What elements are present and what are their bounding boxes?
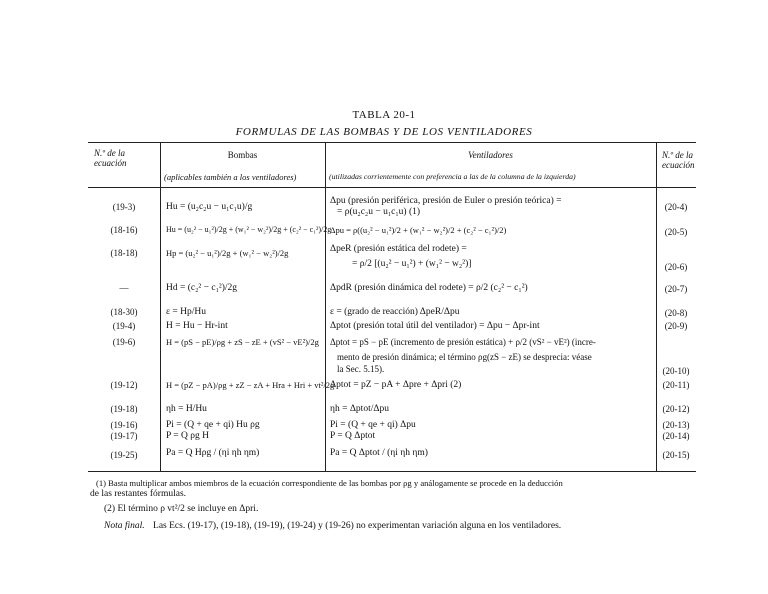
eq-right-cell: (20-15) [662, 450, 690, 460]
eq-left-cell: (18-30) [110, 307, 138, 317]
eq-right-cell: (20-12) [662, 404, 690, 414]
vent-formula: Δptot = pZ − pA + Δpre + Δpri (2) [330, 380, 462, 390]
bomba-formula: ε = Hp/Hu [166, 307, 206, 317]
header-eq-left-2: ecuación [94, 158, 127, 168]
eq-left-cell: (19-18) [110, 404, 138, 414]
vent-formula: Pi = (Q + qe + qi) Δpu [330, 420, 416, 430]
vent-formula: mento de presión dinámica; el término ρg(zS − zE) se desprecia: véase [337, 352, 592, 362]
vent-formula: Δptot (presión total útil del ventilador) = Δpu − Δpr-int [330, 321, 540, 331]
bomba-formula: Hd = (c₂² − c₁²)/2g [166, 283, 238, 293]
bomba-formula: Hp = (u₂² − u₁²)/2g + (w₁² − w₂²)/2g [166, 248, 289, 258]
table-header-rule [88, 187, 696, 188]
header-ventiladores-sub: (utilizadas corrientemente con preferencia a las de la columna de la izquierda) [329, 172, 576, 181]
eq-right-cell: (20-11) [662, 380, 690, 390]
table-title: TABLA 20-1 [352, 109, 416, 121]
eq-right-cell: (20-4) [664, 202, 688, 212]
vent-formula: Pa = Q Δptot / (ηi ηh ηm) [330, 448, 428, 458]
table-subtitle: FORMULAS DE LAS BOMBAS Y DE LOS VENTILADORES [235, 126, 533, 138]
eq-left-cell: (19-12) [110, 380, 138, 390]
vent-formula: = ρ(u₂c₂u − u₁c₁u) (1) [337, 207, 421, 217]
eq-right-cell: (20-9) [664, 321, 688, 331]
final-note [104, 521, 561, 531]
eq-right-cell: (20-10) [662, 366, 690, 376]
vent-formula: la Sec. 5.15). [337, 364, 385, 374]
footnote-1-continued: de las restantes fórmulas. [90, 489, 187, 499]
bomba-formula: ηh = H/Hu [166, 404, 207, 414]
bomba-formula: Pa = Q Hρg / (ηi ηh ηm) [166, 448, 260, 458]
final-note-text: Las Ecs. (19-17), (19-18), (19-19), (19-24) y (19-26) no experimentan variación alguna en los ventiladores. [153, 521, 562, 531]
bomba-formula: Hu = (u₂² − u₁²)/2g + (w₁² − w₂²)/2g + (c₂² − c₁²)/2g [166, 225, 332, 234]
vent-formula: = ρ/2 [(u₂² − u₁²) + (w₁² − w₂²)] [352, 259, 472, 269]
vent-formula: Δpu = ρ((u₂² − u₁²)/2 + (w₁² − w₂²)/2 + (c₂² − c₁²)/2) [330, 225, 507, 235]
eq-left-cell: (19-6) [112, 337, 136, 347]
footnote-1: (1) Basta multiplicar ambos miembros de la ecuación correspondiente de las bombas por ρg y análogamente se procede en la deducción [96, 478, 563, 488]
bomba-formula: Hu = (u₂c₂u − u₁c₁u)/g [166, 202, 253, 212]
header-eq-left-1: N.º de la [94, 148, 126, 158]
eq-left-cell: (18-16) [110, 225, 138, 235]
vent-formula: ΔpeR (presión estática del rodete) = [330, 244, 467, 254]
vent-formula: Δptot = pS − pE (incremento de presión estática) + ρ/2 (vS² − vE²) (incre- [330, 337, 596, 347]
vent-formula: ε = (grado de reacción) ΔpeR/Δpu [330, 307, 460, 317]
eq-left-cell: (18-18) [110, 248, 138, 258]
bomba-formula: H = (pZ − pA)/ρg + zZ − zA + Hra + Hri + vt²/2g [166, 380, 335, 390]
header-bombas: Bombas [227, 150, 258, 160]
eq-left-cell: (19-3) [112, 202, 136, 212]
eq-right-cell: (20-8) [664, 308, 688, 318]
header-bombas-sub: (aplicables también a los ventiladores) [164, 172, 297, 182]
column-divider-2 [325, 142, 326, 471]
bomba-formula: H = (pS − pE)/ρg + zS − zE + (vS² − vE²)/2g [166, 337, 319, 347]
vent-formula: Δpu (presión periférica, presión de Euler o presión teórica) = [330, 196, 562, 206]
table-bottom-rule [88, 471, 696, 472]
table-top-rule [88, 142, 696, 143]
eq-left-cell: — [119, 283, 129, 293]
final-note-label: Nota final. [104, 521, 145, 531]
eq-right-cell: (20-13) [662, 420, 690, 430]
header-ventiladores: Ventiladores [468, 150, 513, 160]
eq-right-cell: (20-14) [662, 431, 690, 441]
column-divider-1 [160, 142, 161, 471]
footnote-2: (2) El término ρ vt²/2 se incluye en Δpri. [104, 504, 259, 514]
bomba-formula: P = Q ρg H [166, 431, 210, 441]
eq-right-cell: (20-5) [664, 227, 688, 237]
eq-left-cell: (19-4) [112, 321, 136, 331]
vent-formula: ηh = Δptot/Δpu [330, 404, 389, 414]
vent-formula: P = Q Δptot [330, 431, 376, 441]
eq-right-cell: (20-6) [664, 262, 688, 272]
eq-left-cell: (19-17) [110, 431, 138, 441]
header-eq-right-1: N.º de la [662, 150, 694, 160]
vent-formula: ΔpdR (presión dinámica del rodete) = ρ/2 (c₂² − c₁²) [330, 283, 528, 293]
bomba-formula: Pi = (Q + qe + qi) Hu ρg [166, 420, 260, 430]
eq-right-cell: (20-7) [664, 284, 688, 294]
bomba-formula: H = Hu − Hr-int [166, 321, 228, 331]
eq-left-cell: (19-25) [110, 450, 138, 460]
header-eq-right-2: ecuación [662, 160, 695, 170]
eq-left-cell: (19-16) [110, 420, 138, 430]
